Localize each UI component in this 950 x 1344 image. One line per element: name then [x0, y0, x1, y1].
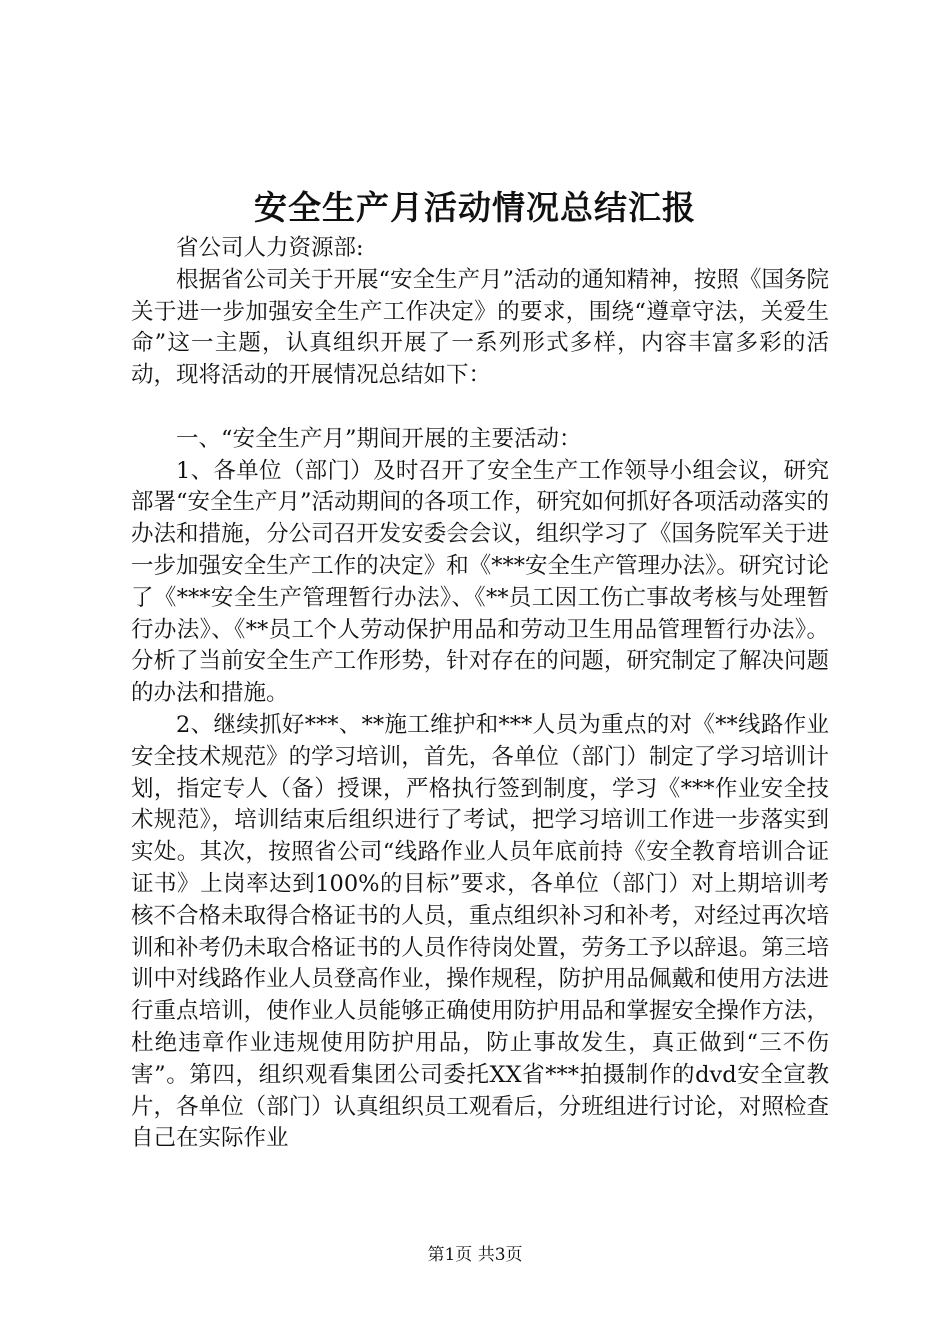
document-body — [131, 233, 829, 1155]
list-item: 2、继续抓好***、**施工维护和***人员为重点的对《**线路作业安全技术规范》的学习培训，首先，各单位（部门）制定了学习培训计划，指定专人（备）授课，严格执行签到制度，学习《***作业安全技术规范》，培训结束后组织进行了考试，把学习培训工作进一步落实到实处。其次，按照省公司“线路作业人员年底前持《安全教育培训合证证书》上岗率达到100%的目标”要求，各单位（部门）对上期培训考核不合格未取得合格证书的人员，重点组织补习和补考，对经过再次培训和补考仍未取合格证书的人员作待岗处置，劳务工予以辞退。第三培训中对线路作业人员登高作业，操作规程，防护用品佩戴和使用方法进行重点培训，使作业人员能够正确使用防护用品和掌握安全操作方法，杜绝违章作业违规使用防护用品，防止事故发生，真正做到“三不伤害”。第四，组织观看集团公司委托XX省***拍摄制作的dvd安全宣教片，各单位（部门）认真组织员工观看后，分班组进行讨论，对照检查自己在实际作业 — [131, 711, 829, 1152]
salutation: 省公司人力资源部: — [176, 235, 364, 261]
document-title: 安全生产月活动情况总结汇报 — [254, 188, 696, 227]
section-heading: 一、“安全生产月”期间开展的主要活动： — [176, 425, 582, 452]
intro-paragraph: 根据省公司关于开展“安全生产月”活动的通知精神，按照《国务院关于进一步加强安全生产工作决定》的要求，围绕“遵章守法，关爱生命”这一主题，认真组织开展了一系列形式多样，内容丰富多彩的活动，现将活动的开展情况总结如下： — [131, 266, 830, 389]
list-item: 1、各单位（部门）及时召开了安全生产工作领导小组会议，研究部署“安全生产月”活动期间的各项工作，研究如何抓好各项活动落实的办法和措施，分公司召开发安委会会议，组织学习了《国务院军关于进一步加强安全生产工作的决定》和《***安全生产管理办法》。研究讨论了《***安全生产管理暂行办法》、《**员工因工伤亡事故考核与处理暂行办法》、《**员工个人劳动保护用品和劳动卫生用品管理暂行办法》。分析了当前安全生产工作形势，针对存在的问题，研究制定了解决问题的办法和措施。 — [131, 457, 830, 707]
page-number-footer: 第1页 共3页 — [427, 1245, 523, 1265]
